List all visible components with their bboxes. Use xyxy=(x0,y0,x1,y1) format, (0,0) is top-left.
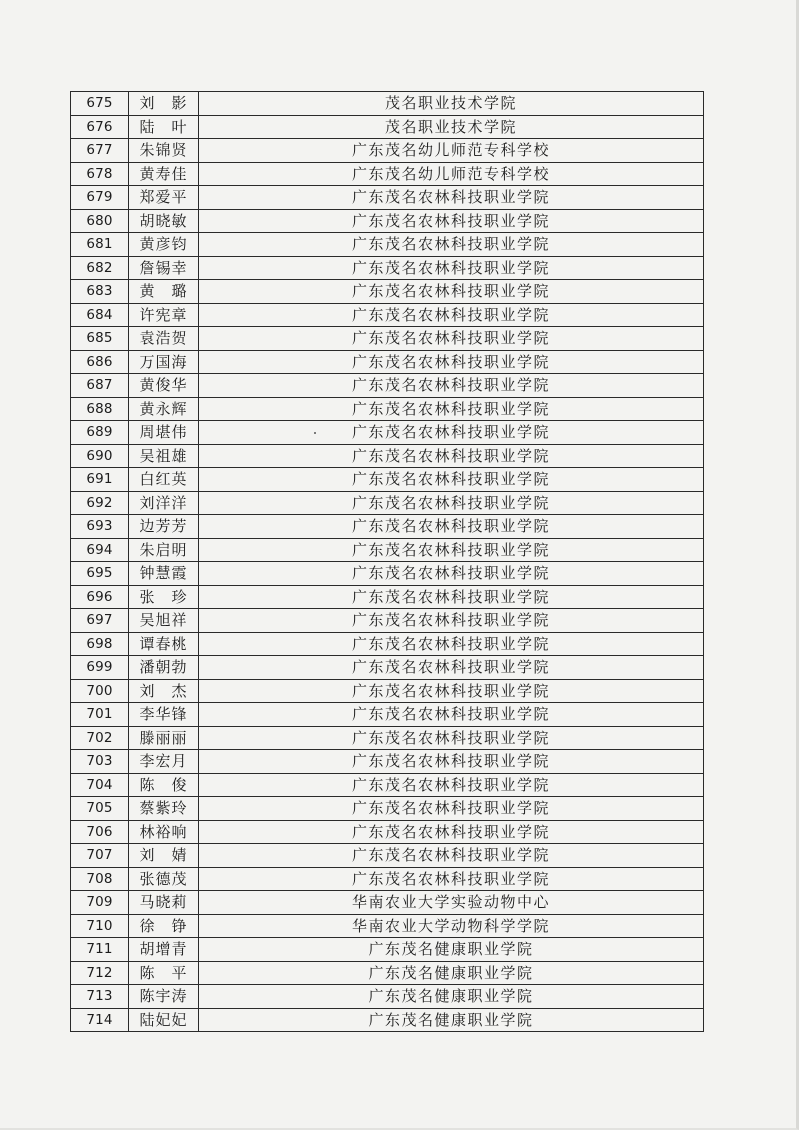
row-number-cell: 689 xyxy=(71,421,129,445)
person-name-cell: 钟慧霞 xyxy=(129,562,199,586)
table-row xyxy=(71,703,704,727)
person-name-cell: 陈 平 xyxy=(129,961,199,985)
institution-cell: 广东茂名农林科技职业学院 xyxy=(199,609,704,633)
table-row xyxy=(71,562,704,586)
institution-cell: 广东茂名农林科技职业学院 xyxy=(199,421,704,445)
person-name-cell: 李华锋 xyxy=(129,703,199,727)
table-row xyxy=(71,820,704,844)
person-name-cell: 徐 铮 xyxy=(129,914,199,938)
person-name-cell: 谭春桃 xyxy=(129,632,199,656)
person-name-cell: 白红英 xyxy=(129,468,199,492)
person-name-cell: 李宏月 xyxy=(129,750,199,774)
person-name-cell: 朱锦贤 xyxy=(129,139,199,163)
row-number-cell: 695 xyxy=(71,562,129,586)
row-number-cell: 710 xyxy=(71,914,129,938)
row-number-cell: 712 xyxy=(71,961,129,985)
institution-cell: 广东茂名农林科技职业学院 xyxy=(199,233,704,257)
table-row xyxy=(71,961,704,985)
table-row xyxy=(71,679,704,703)
person-name-cell: 朱启明 xyxy=(129,538,199,562)
institution-cell: 广东茂名农林科技职业学院 xyxy=(199,797,704,821)
institution-cell: 广东茂名农林科技职业学院 xyxy=(199,256,704,280)
person-name-cell: 陈 俊 xyxy=(129,773,199,797)
institution-cell: 广东茂名农林科技职业学院 xyxy=(199,280,704,304)
institution-cell: 广东茂名农林科技职业学院 xyxy=(199,468,704,492)
institution-cell: 广东茂名农林科技职业学院 xyxy=(199,397,704,421)
roster-table xyxy=(70,91,704,1032)
person-name-cell: 张德茂 xyxy=(129,867,199,891)
table-row xyxy=(71,585,704,609)
row-number-cell: 708 xyxy=(71,867,129,891)
institution-cell: 广东茂名幼儿师范专科学校 xyxy=(199,162,704,186)
table-row xyxy=(71,209,704,233)
table-row xyxy=(71,773,704,797)
person-name-cell: 黄彦钧 xyxy=(129,233,199,257)
table-row xyxy=(71,186,704,210)
table-row xyxy=(71,891,704,915)
row-number-cell: 679 xyxy=(71,186,129,210)
table-row xyxy=(71,1008,704,1032)
roster-table-body xyxy=(71,92,704,1032)
row-number-cell: 702 xyxy=(71,726,129,750)
institution-cell: 华南农业大学动物科学学院 xyxy=(199,914,704,938)
table-row xyxy=(71,867,704,891)
row-number-cell: 707 xyxy=(71,844,129,868)
institution-cell: 广东茂名农林科技职业学院 xyxy=(199,656,704,680)
row-number-cell: 709 xyxy=(71,891,129,915)
row-number-cell: 681 xyxy=(71,233,129,257)
person-name-cell: 胡增青 xyxy=(129,938,199,962)
person-name-cell: 袁浩贺 xyxy=(129,327,199,351)
row-number-cell: 703 xyxy=(71,750,129,774)
table-row xyxy=(71,303,704,327)
row-number-cell: 704 xyxy=(71,773,129,797)
institution-cell: 广东茂名农林科技职业学院 xyxy=(199,303,704,327)
row-number-cell: 682 xyxy=(71,256,129,280)
person-name-cell: 蔡紫玲 xyxy=(129,797,199,821)
institution-cell: 广东茂名农林科技职业学院 xyxy=(199,515,704,539)
row-number-cell: 693 xyxy=(71,515,129,539)
person-name-cell: 张 珍 xyxy=(129,585,199,609)
institution-cell: 广东茂名农林科技职业学院 xyxy=(199,632,704,656)
institution-cell: 广东茂名农林科技职业学院 xyxy=(199,820,704,844)
row-number-cell: 688 xyxy=(71,397,129,421)
person-name-cell: 詹锡幸 xyxy=(129,256,199,280)
table-row xyxy=(71,609,704,633)
row-number-cell: 711 xyxy=(71,938,129,962)
person-name-cell: 胡晓敏 xyxy=(129,209,199,233)
row-number-cell: 686 xyxy=(71,350,129,374)
person-name-cell: 马晓莉 xyxy=(129,891,199,915)
person-name-cell: 边芳芳 xyxy=(129,515,199,539)
institution-cell: 广东茂名农林科技职业学院 xyxy=(199,679,704,703)
institution-cell: 广东茂名农林科技职业学院 xyxy=(199,374,704,398)
table-row xyxy=(71,397,704,421)
institution-cell: 广东茂名农林科技职业学院 xyxy=(199,867,704,891)
row-number-cell: 697 xyxy=(71,609,129,633)
person-name-cell: 刘 影 xyxy=(129,92,199,116)
institution-cell: 华南农业大学实验动物中心 xyxy=(199,891,704,915)
person-name-cell: 林裕响 xyxy=(129,820,199,844)
institution-cell: 广东茂名农林科技职业学院 xyxy=(199,491,704,515)
row-number-cell: 701 xyxy=(71,703,129,727)
institution-cell: 广东茂名农林科技职业学院 xyxy=(199,585,704,609)
person-name-cell: 郑爱平 xyxy=(129,186,199,210)
institution-cell: 茂名职业技术学院 xyxy=(199,92,704,116)
table-row xyxy=(71,491,704,515)
table-row xyxy=(71,162,704,186)
row-number-cell: 675 xyxy=(71,92,129,116)
institution-cell: 广东茂名农林科技职业学院 xyxy=(199,750,704,774)
row-number-cell: 691 xyxy=(71,468,129,492)
person-name-cell: 潘朝勃 xyxy=(129,656,199,680)
person-name-cell: 陆妃妃 xyxy=(129,1008,199,1032)
institution-cell: 广东茂名农林科技职业学院 xyxy=(199,186,704,210)
person-name-cell: 吴祖雄 xyxy=(129,444,199,468)
institution-cell: 广东茂名农林科技职业学院 xyxy=(199,444,704,468)
row-number-cell: 692 xyxy=(71,491,129,515)
row-number-cell: 699 xyxy=(71,656,129,680)
institution-cell: 广东茂名农林科技职业学院 xyxy=(199,538,704,562)
person-name-cell: 陈宇涛 xyxy=(129,985,199,1009)
person-name-cell: 陆 叶 xyxy=(129,115,199,139)
table-row xyxy=(71,515,704,539)
person-name-cell: 刘洋洋 xyxy=(129,491,199,515)
institution-cell: 广东茂名健康职业学院 xyxy=(199,985,704,1009)
table-row xyxy=(71,914,704,938)
person-name-cell: 周堪伟 xyxy=(129,421,199,445)
person-name-cell: 黄俊华 xyxy=(129,374,199,398)
table-row xyxy=(71,256,704,280)
row-number-cell: 687 xyxy=(71,374,129,398)
row-number-cell: 677 xyxy=(71,139,129,163)
institution-cell: 广东茂名农林科技职业学院 xyxy=(199,844,704,868)
table-row xyxy=(71,750,704,774)
table-row xyxy=(71,350,704,374)
person-name-cell: 刘 杰 xyxy=(129,679,199,703)
table-row xyxy=(71,938,704,962)
institution-cell: 广东茂名幼儿师范专科学校 xyxy=(199,139,704,163)
table-row xyxy=(71,797,704,821)
table-row xyxy=(71,327,704,351)
institution-cell: 广东茂名农林科技职业学院 xyxy=(199,703,704,727)
person-name-cell: 万国海 xyxy=(129,350,199,374)
row-number-cell: 706 xyxy=(71,820,129,844)
row-number-cell: 694 xyxy=(71,538,129,562)
institution-cell: 广东茂名农林科技职业学院 xyxy=(199,773,704,797)
row-number-cell: 713 xyxy=(71,985,129,1009)
row-number-cell: 680 xyxy=(71,209,129,233)
row-number-cell: 685 xyxy=(71,327,129,351)
table-row xyxy=(71,844,704,868)
person-name-cell: 黄 璐 xyxy=(129,280,199,304)
table-row xyxy=(71,444,704,468)
row-number-cell: 714 xyxy=(71,1008,129,1032)
row-number-cell: 700 xyxy=(71,679,129,703)
table-row xyxy=(71,139,704,163)
row-number-cell: 684 xyxy=(71,303,129,327)
row-number-cell: 678 xyxy=(71,162,129,186)
table-row xyxy=(71,985,704,1009)
table-row xyxy=(71,538,704,562)
person-name-cell: 滕丽丽 xyxy=(129,726,199,750)
table-row xyxy=(71,233,704,257)
row-number-cell: 705 xyxy=(71,797,129,821)
table-row xyxy=(71,280,704,304)
institution-cell: 广东茂名农林科技职业学院 xyxy=(199,209,704,233)
institution-cell: 广东茂名农林科技职业学院 xyxy=(199,327,704,351)
row-number-cell: 683 xyxy=(71,280,129,304)
table-row xyxy=(71,115,704,139)
institution-cell: 广东茂名农林科技职业学院 xyxy=(199,726,704,750)
institution-cell: 广东茂名健康职业学院 xyxy=(199,938,704,962)
table-row xyxy=(71,374,704,398)
institution-cell: 广东茂名健康职业学院 xyxy=(199,961,704,985)
person-name-cell: 黄寿佳 xyxy=(129,162,199,186)
person-name-cell: 吴旭祥 xyxy=(129,609,199,633)
table-row xyxy=(71,92,704,116)
institution-cell: 广东茂名农林科技职业学院 xyxy=(199,562,704,586)
row-number-cell: 698 xyxy=(71,632,129,656)
institution-cell: 茂名职业技术学院 xyxy=(199,115,704,139)
row-number-cell: 676 xyxy=(71,115,129,139)
table-row xyxy=(71,656,704,680)
table-row xyxy=(71,468,704,492)
institution-cell: 广东茂名农林科技职业学院 xyxy=(199,350,704,374)
table-row xyxy=(71,632,704,656)
person-name-cell: 许宪章 xyxy=(129,303,199,327)
person-name-cell: 黄永辉 xyxy=(129,397,199,421)
table-row xyxy=(71,421,704,445)
person-name-cell: 刘 婧 xyxy=(129,844,199,868)
row-number-cell: 690 xyxy=(71,444,129,468)
row-number-cell: 696 xyxy=(71,585,129,609)
institution-cell: 广东茂名健康职业学院 xyxy=(199,1008,704,1032)
table-row xyxy=(71,726,704,750)
